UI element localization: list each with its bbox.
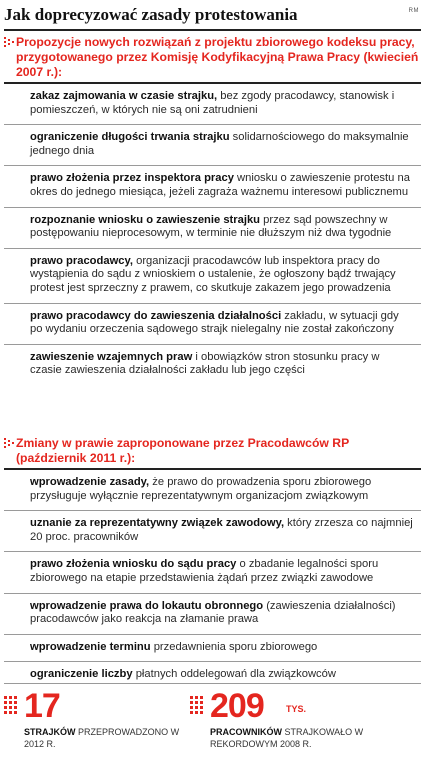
item-text: wniosku o zawieszenie protestu na okres do jednego miesiąca, jeżeli zagraża ważnemu interesowi publicznemu (30, 172, 410, 198)
list-item (4, 82, 421, 124)
item-lead: prawo złożenia wniosku do sądu pracy (30, 558, 237, 571)
stat-number: 17 (24, 687, 60, 725)
item-lead: wprowadzenie terminu (30, 640, 151, 653)
item-text: (zawieszenia działalności) pracodawców jako reakcja na złamanie prawa (30, 599, 396, 626)
list-item (4, 634, 421, 662)
list-item (4, 468, 421, 510)
dot-grid-icon (190, 696, 206, 720)
item-lead: prawo pracodawcy, (30, 254, 133, 267)
title-rule (4, 29, 421, 31)
item-lead: zakaz zajmowania w czasie strajku, (30, 90, 218, 102)
section2-heading: Zmiany w prawie zaproponowane przez Pracodawców RP (październik 2011 r.): (4, 436, 421, 466)
list-item (4, 510, 421, 551)
stat-number: 209 (210, 687, 264, 725)
item-text: przez sąd powszechny w postępowaniu nieprocesowym, w terminie nie dłuższym niż dwa tygodnie (30, 213, 392, 240)
section2-list (4, 468, 421, 689)
item-lead: prawo pracodawcy do zawieszenia działalności (30, 309, 282, 322)
item-text: zakładu, w sytuacji gdy po wydaniu orzeczenia sądowego strajk nielegalny nie został zakończony (30, 309, 399, 336)
triangle-dots-icon (4, 37, 14, 48)
item-text: przedawnienia sporu zbiorowego (150, 640, 318, 653)
stat-unit: TYS. (286, 704, 307, 714)
stat-description: STRAJKÓW PRZEPROWADZONO W 2012 R. (24, 727, 180, 749)
item-text: o zbadanie legalności sporu zbiorowego na etapie przedstawienia żądań przez związki zawodowe (30, 558, 379, 584)
stats-bar (4, 683, 421, 755)
item-text: płatnych oddelegowań dla związkowców (132, 668, 336, 681)
item-lead: rozpoznanie wniosku o zawieszenie strajku (30, 213, 261, 226)
item-text: i obowiązków stron stosunku pracy w czasie zawieszenia działalności zakładu lub jego części (30, 350, 380, 377)
triangle-dots-icon (4, 438, 14, 449)
page-title: Jak doprecyzować zasady protestowania (4, 5, 298, 24)
item-text: organizacji pracodawców lub inspektora pracy do wystąpienia do sądu z wnioskiem o ustalenie, że ogłoszony bądź trwający protest jest sprzeczny z prawem, co skutkuje zakazem jego prowadzenia (30, 254, 396, 294)
section1-list (4, 82, 421, 385)
item-text: że prawo do prowadzenia sporu zbiorowego przysługuje wyłącznie reprezentatywnym organizacjom związkowym (30, 476, 372, 502)
list-item (4, 344, 421, 385)
item-text: solidarnościowego do maksymalnie jednego dnia (30, 131, 409, 157)
list-item (4, 207, 421, 248)
item-lead: uznanie za reprezentatywny związek zawodowy, (30, 517, 285, 530)
item-lead: wprowadzenie zasady, (30, 476, 150, 488)
item-text: bez zgody pracodawcy, stanowisk i pomieszczeń, w których nie są oni zatrudnieni (30, 90, 395, 116)
section1-heading: Propozycje nowych rozwiązań z projektu zbiorowego kodeksu pracy, przygotowanego przez Komisję Kodyfikacyjną Prawa Pracy (kwiecień 2007 r.): (4, 35, 421, 80)
item-lead: ograniczenie długości trwania strajku (30, 131, 230, 144)
item-text: który zrzesza co najmniej 20 proc. pracowników (30, 517, 413, 543)
item-lead: ograniczenie liczby (30, 668, 133, 681)
list-item (4, 248, 421, 303)
list-item (4, 303, 421, 344)
list-item (4, 165, 421, 206)
item-lead: zawieszenie wzajemnych praw (30, 350, 193, 363)
dot-grid-icon (4, 696, 20, 720)
list-item (4, 124, 421, 165)
stat-description: PRACOWNIKÓW STRAJKOWAŁO W REKORDOWYM 2008 R. (210, 727, 364, 749)
item-lead: wprowadzenie prawa do lokautu obronnego (30, 599, 264, 612)
credit-label: RM (408, 8, 419, 14)
list-item (4, 593, 421, 634)
list-item (4, 551, 421, 592)
item-lead: prawo złożenia przez inspektora pracy (30, 172, 234, 185)
